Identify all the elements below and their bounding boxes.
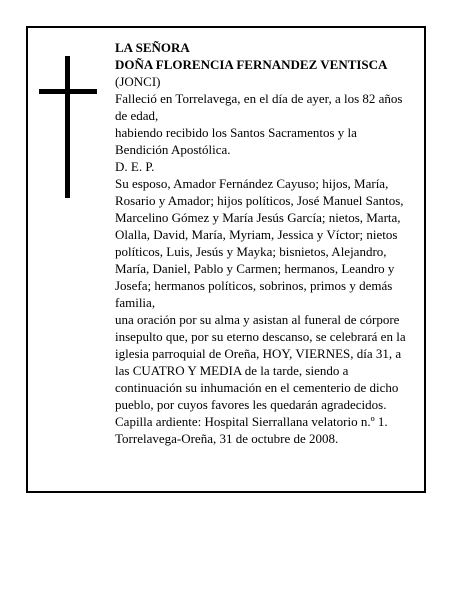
notice-line: continuación su inhumación en el cementerio de dicho — [115, 380, 399, 395]
latin-cross-icon — [39, 56, 97, 198]
notice-line: D. E. P. — [115, 159, 155, 174]
cross-horizontal-bar — [39, 89, 97, 94]
notice-line: iglesia parroquial de Oreña, HOY, VIERNES, día 31, a — [115, 346, 402, 361]
notice-line: las CUATRO Y MEDIA de la tarde, siendo a — [115, 363, 349, 378]
notice-line: insepulto que, por su eterno descanso, se celebrará en la — [115, 329, 406, 344]
notice-line: políticos, Luis, Jesús y Mayka; bisnietos, Alejandro, — [115, 244, 387, 259]
notice-line: Olalla, David, María, Myriam, Jessica y Víctor; nietos — [115, 227, 398, 242]
notice-text — [115, 39, 425, 447]
notice-line: Torrelavega-Oreña, 31 de octubre de 2008. — [115, 431, 339, 446]
deceased-nickname: (JONCI) — [115, 74, 161, 89]
cross-vertical-bar — [65, 56, 70, 198]
notice-line: de edad, — [115, 108, 159, 123]
notice-line: habiendo recibido los Santos Sacramentos y la — [115, 125, 357, 140]
notice-line: Capilla ardiente: Hospital Sierrallana velatorio n.º 1. — [115, 414, 388, 429]
notice-line: Bendición Apostólica. — [115, 142, 231, 157]
obituary-notice — [26, 26, 426, 493]
notice-line: pueblo, por cuyos favores les quedarán agradecidos. — [115, 397, 387, 412]
notice-line: Falleció en Torrelavega, en el día de ayer, a los 82 años — [115, 91, 403, 106]
notice-line: Rosario y Amador; hijos políticos, José Manuel Santos, — [115, 193, 404, 208]
deceased-name: DOÑA FLORENCIA FERNANDEZ VENTISCA — [115, 57, 388, 72]
notice-line: Su esposo, Amador Fernández Cayuso; hijos, María, — [115, 176, 389, 191]
notice-title: LA SEÑORA — [115, 40, 190, 55]
notice-line: María, Daniel, Pablo y Carmen; hermanos, Leandro y — [115, 261, 395, 276]
notice-line: familia, — [115, 295, 156, 310]
notice-line: una oración por su alma y asistan al funeral de córpore — [115, 312, 400, 327]
notice-line: Josefa; hermanos políticos, sobrinos, primos y demás — [115, 278, 393, 293]
notice-line: Marcelino Gómez y María Jesús García; nietos, Marta, — [115, 210, 401, 225]
